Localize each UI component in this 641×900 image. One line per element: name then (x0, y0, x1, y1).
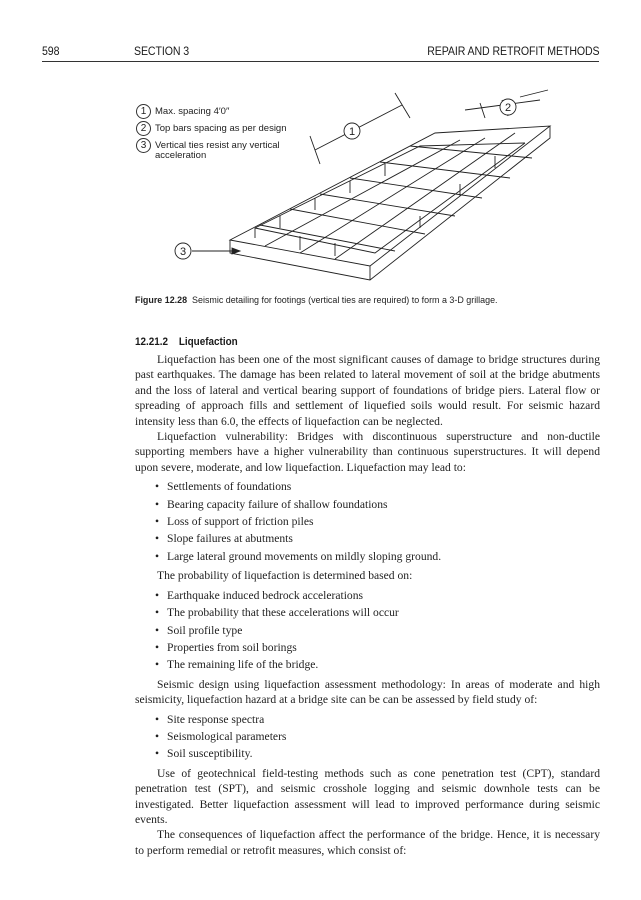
list-item: • Settlements of foundations (155, 480, 292, 494)
field-study-list (135, 711, 600, 763)
section-label: SECTION 3 (134, 46, 190, 58)
list-item: • Slope failures at abutments (155, 532, 293, 546)
list-item: • Large lateral ground movements on mildly sloping ground. (155, 549, 442, 563)
list-item: • The probability that these accelerations will occur (155, 606, 399, 620)
chapter-title: REPAIR AND RETROFIT METHODS (427, 46, 600, 58)
header-rule (42, 61, 599, 62)
paragraph-4: Seismic design using liquefaction assessment methodology: In areas of moderate and high seismicity, liquefaction hazard at a bridge site can be can be assessed by field study of: (135, 677, 600, 707)
list-item: • Earthquake induced bedrock accelerations (155, 588, 364, 602)
list-item: • The remaining life of the bridge. (155, 658, 319, 672)
list-item: • Soil susceptibility. (155, 747, 253, 761)
section-heading (135, 336, 238, 348)
callout-label-1: 1 (348, 126, 356, 138)
figure-12-28 (120, 88, 580, 288)
paragraph-3: The probability of liquefaction is determined based on: (157, 569, 413, 583)
probability-list (135, 587, 600, 674)
legend-item-3: 3 Vertical ties resist any vertical acceleration (136, 138, 287, 164)
paragraph-2: Liquefaction vulnerability: Bridges with discontinuous superstructure and non-ductile supporting members have a higher vulnerability than continuous superstructures. It will depend upon severe, moderate, and low liquefaction. Liquefaction may lead to: (135, 430, 600, 474)
callout-label-3: 3 (179, 246, 187, 258)
paragraph-5: Use of geotechnical field-testing methods such as cone penetration test (CPT), standard penetration test (SPT), and seismic crosshole logging and seismic downhole tests can be investigated. Better liquefaction assessment will lead to improved performance during seismic events. (135, 766, 600, 826)
callout-label-2: 2 (504, 102, 512, 114)
figure-caption-label: Figure 12.28 (135, 295, 188, 306)
list-item: • Bearing capacity failure of shallow foundations (155, 497, 388, 511)
paragraph-1: Liquefaction has been one of the most significant causes of damage to bridge structures during past earthquakes. The damage has been related to lateral movement of soil at the bridge abutments and the loss of lateral and vertical bearing support of foundations of bridge piers. Lateral flow or spreading of approach fills and settlement of liquefied soils would result. For seismic hazard intensity less than 6.0, the effects of liquefaction can be neglected. (135, 353, 600, 428)
running-header (42, 46, 600, 62)
list-item: • Seismological parameters (155, 729, 287, 743)
consequence-list (135, 478, 600, 565)
list-item: • Site response spectra (155, 712, 265, 726)
figure-caption (135, 295, 498, 306)
list-item: • Soil profile type (155, 623, 243, 637)
figure-caption-text: Seismic detailing for footings (vertical ties are required) to form a 3-D grillage. (192, 295, 498, 306)
paragraph-6: The consequences of liquefaction affect the performance of the bridge. Hence, it is necessary to perform remedial or retrofit measures, which consist of: (135, 828, 600, 857)
section-number: 12.21.2 (135, 336, 169, 348)
legend-item-2: 2 Top bars spacing as per design (136, 121, 287, 138)
figure-legend (136, 104, 287, 164)
list-item: • Loss of support of friction piles (155, 515, 314, 529)
section-title: Liquefaction (178, 336, 238, 348)
body-text (135, 352, 600, 858)
legend-item-1: 1 Max. spacing 4′0″ (136, 104, 287, 121)
page-number: 598 (42, 46, 60, 58)
list-item: • Properties from soil borings (155, 640, 297, 654)
